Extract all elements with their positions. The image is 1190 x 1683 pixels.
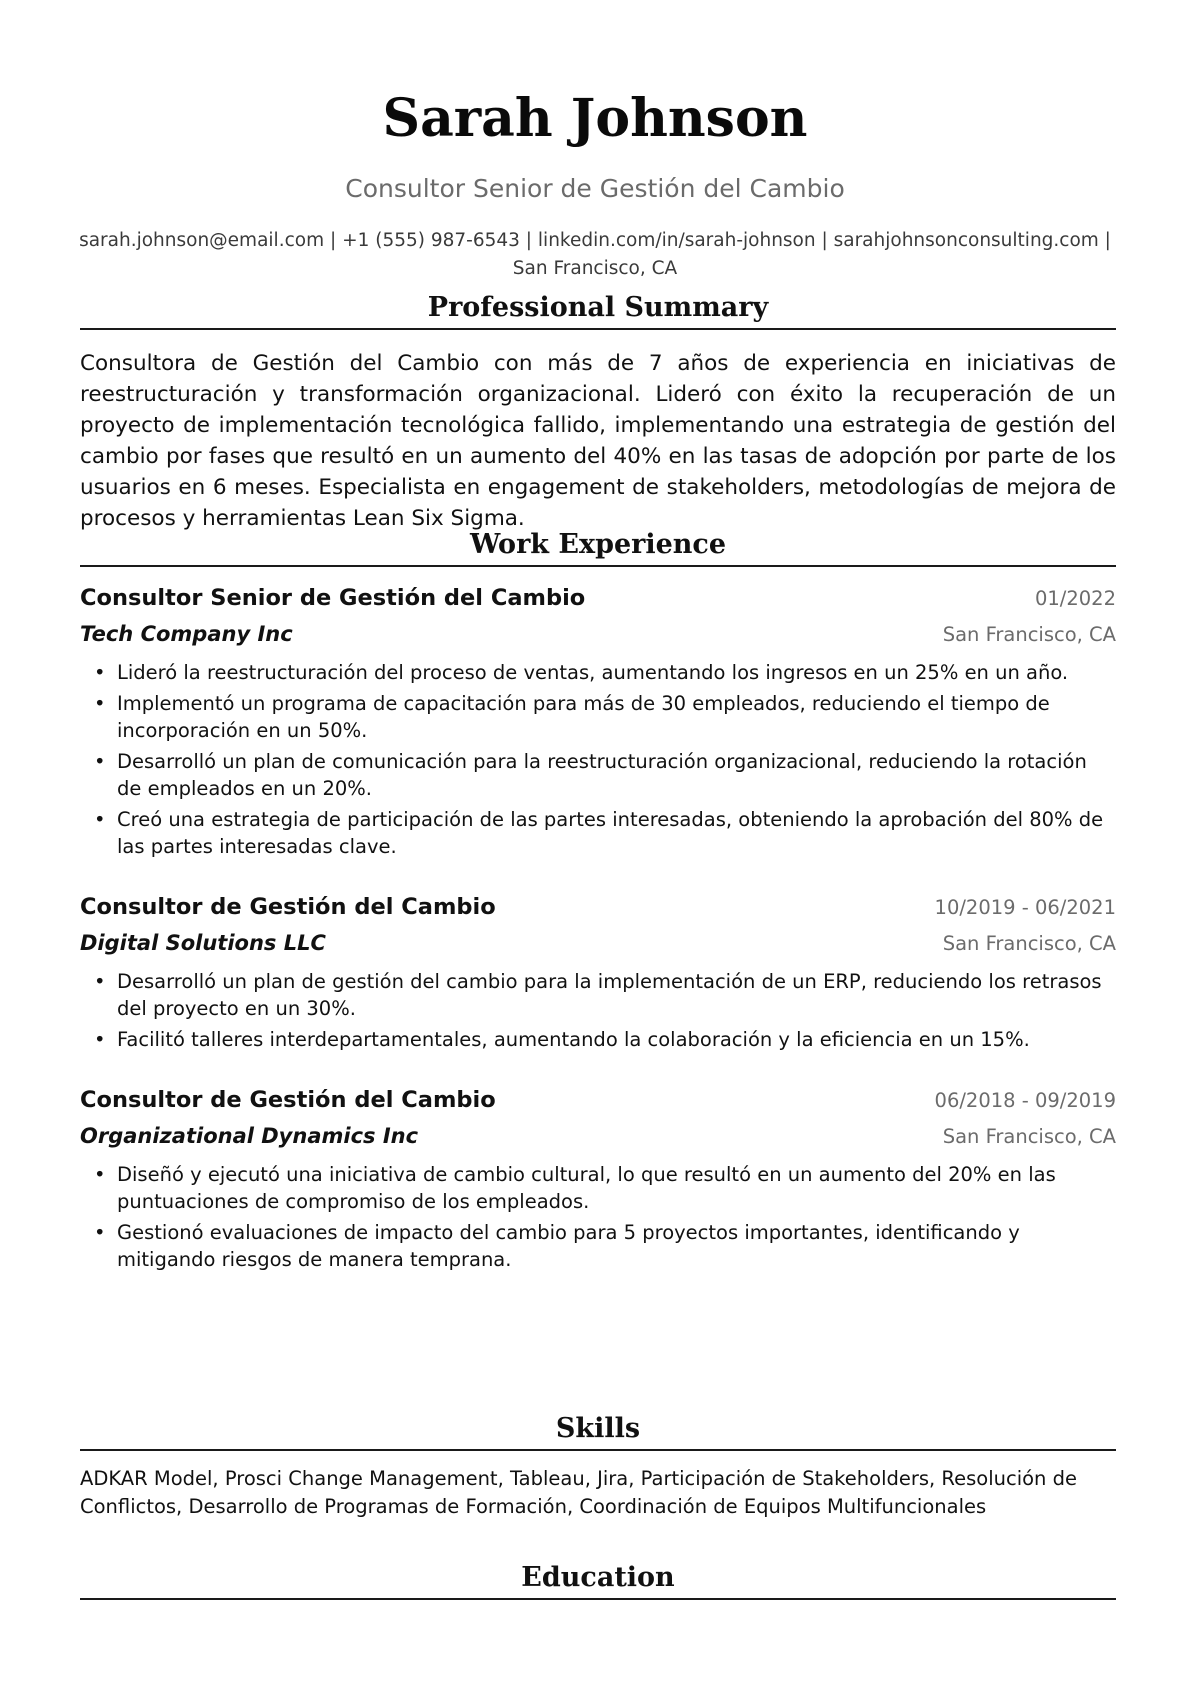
job-location: San Francisco, CA — [942, 623, 1116, 646]
list-item — [80, 1161, 1116, 1215]
experience-section — [80, 527, 1116, 1277]
job-subheader — [80, 615, 1116, 653]
resume-header — [0, 0, 1190, 283]
list-item — [80, 1219, 1116, 1273]
job-bullets — [80, 1161, 1116, 1273]
education-section — [80, 1560, 1116, 1600]
contact-line: sarah.johnson@email.com | +1 (555) 987-6543 | linkedin.com/in/sarah-johnson | sarahjohnsonconsulting.com | San Francisco, CA — [79, 230, 1111, 279]
bullet-glyph: • — [94, 808, 106, 831]
job-title: Consultor Senior de Gestión del Cambio — [80, 585, 586, 611]
job-header — [80, 890, 1116, 924]
job-title: Consultor de Gestión del Cambio — [80, 894, 496, 920]
job-date: 10/2019 - 06/2021 — [934, 896, 1116, 919]
skills-section — [80, 1411, 1116, 1521]
candidate-name: Sarah Johnson — [382, 88, 808, 149]
list-item — [80, 806, 1116, 860]
candidate-title: Consultor Senior de Gestión del Cambio — [345, 174, 845, 203]
list-item — [80, 659, 1116, 686]
bullet-glyph: • — [94, 750, 106, 773]
job-date: 01/2022 — [1034, 587, 1116, 610]
section-heading: Education — [80, 1560, 1116, 1600]
bullet-glyph: • — [94, 1221, 106, 1244]
list-item — [80, 748, 1116, 802]
bullet-glyph: • — [94, 661, 106, 684]
bullet-glyph: • — [94, 1028, 106, 1051]
job-bullets — [80, 659, 1116, 860]
section-heading: Skills — [80, 1411, 1116, 1451]
bullet-text: Diseñó y ejecutó una iniciativa de cambio cultural, lo que resultó en un aumento del 20% en las puntuaciones de compromiso de los empleados. — [117, 1163, 1056, 1213]
bullet-text: Desarrolló un plan de gestión del cambio para la implementación de un ERP, reduciendo los retrasos del proyecto en un 30%. — [117, 970, 1102, 1020]
job-location: San Francisco, CA — [942, 1125, 1116, 1148]
summary-text: Consultora de Gestión del Cambio con más de 7 años de experiencia en iniciativas de reestructuración y transformación organizacional. Lideró con éxito la recuperación de un proyecto de implementación tecnológica fallido, implementando una estrategia de gestión del cambio por fases que resultó en un aumento del 40% en las tasas de adopción por parte de los usuarios en 6 meses. Especialista en engagement de stakeholders, metodologías de mejora de procesos y herramientas Lean Six Sigma. — [80, 351, 1116, 531]
job-header — [80, 1083, 1116, 1117]
job-date: 06/2018 - 09/2019 — [934, 1089, 1116, 1112]
skills-text: ADKAR Model, Prosci Change Management, Tableau, Jira, Participación de Stakeholders, Resolución de Conflictos, Desarrollo de Programas de Formación, Coordinación de Equipos Multifuncionales — [80, 1467, 1077, 1518]
job-subheader — [80, 924, 1116, 962]
job-bullets — [80, 968, 1116, 1053]
section-heading: Professional Summary — [80, 290, 1116, 330]
job-header — [80, 581, 1116, 615]
bullet-text: Creó una estrategia de participación de las partes interesadas, obteniendo la aprobación del 80% de las partes interesadas clave. — [117, 808, 1104, 858]
bullet-text: Implementó un programa de capacitación para más de 30 empleados, reduciendo el tiempo de incorporación en un 50%. — [117, 692, 1050, 742]
bullet-glyph: • — [94, 970, 106, 993]
company-name: Digital Solutions LLC — [80, 931, 326, 955]
bullet-glyph: • — [94, 1163, 106, 1186]
bullet-text: Gestionó evaluaciones de impacto del cambio para 5 proyectos importantes, identificando y mitigando riesgos de manera temprana. — [117, 1221, 1020, 1271]
job-entry — [80, 581, 1116, 860]
bullet-text: Desarrolló un plan de comunicación para la reestructuración organizacional, reduciendo la rotación de empleados en un 20%. — [117, 750, 1087, 800]
bullet-text: Facilitó talleres interdepartamentales, aumentando la colaboración y la eficiencia en un 15%. — [117, 1028, 1030, 1051]
list-item — [80, 1026, 1116, 1053]
company-name: Organizational Dynamics Inc — [80, 1124, 419, 1148]
company-name: Tech Company Inc — [80, 622, 293, 646]
list-item — [80, 968, 1116, 1022]
job-entry — [80, 890, 1116, 1053]
job-subheader — [80, 1117, 1116, 1155]
job-entry — [80, 1083, 1116, 1273]
section-heading: Work Experience — [80, 527, 1116, 567]
bullet-text: Lideró la reestructuración del proceso de ventas, aumentando los ingresos en un 25% en un año. — [117, 661, 1069, 684]
summary-section — [80, 290, 1116, 534]
job-location: San Francisco, CA — [942, 932, 1116, 955]
bullet-glyph: • — [94, 692, 106, 715]
job-title: Consultor de Gestión del Cambio — [80, 1087, 496, 1113]
list-item — [80, 690, 1116, 744]
